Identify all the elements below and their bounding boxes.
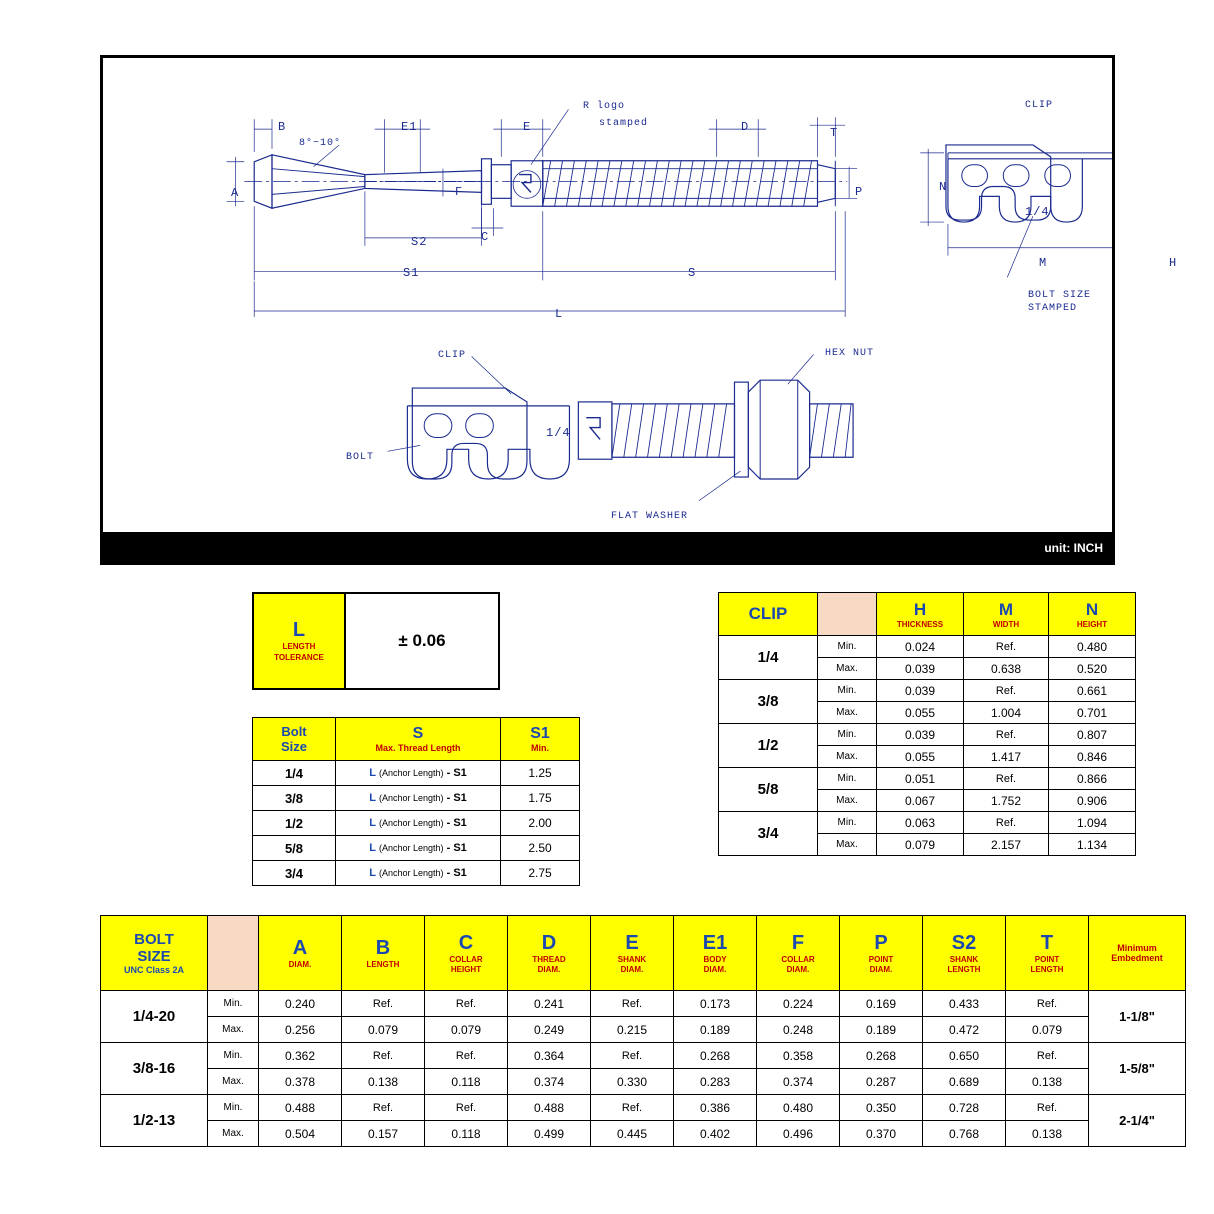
table-row <box>253 836 580 861</box>
f-max-cell: 0.374 <box>757 1069 840 1095</box>
minmax-min-label: Min. <box>818 680 877 702</box>
a-min-cell: 0.240 <box>259 991 342 1017</box>
e1-min-cell: 0.386 <box>674 1095 757 1121</box>
bolt-col-d: D THREAD DIAM. <box>508 916 591 991</box>
clip-size-cell: 1/2 <box>719 724 818 768</box>
minmax-max-label: Max. <box>818 702 877 724</box>
dim-d: D <box>741 120 750 134</box>
c-value-cell: 0.079 <box>425 1017 508 1043</box>
length-symbol: L <box>292 619 306 641</box>
dim-s: S <box>688 266 697 280</box>
f-min-cell: 0.358 <box>757 1043 840 1069</box>
table-row <box>719 812 1136 834</box>
bolt-table-rows <box>101 991 1186 1147</box>
clip-col-h: H THICKNESS <box>877 593 964 636</box>
table-row <box>719 768 1136 790</box>
dim-s2: S2 <box>411 235 428 249</box>
anchor-bolt-drawing <box>103 58 1112 562</box>
minmax-min-label: Min. <box>208 1095 259 1121</box>
e-ref-label: Ref. <box>591 1095 674 1121</box>
bolt-size-cell: 1/4-20 <box>101 991 208 1043</box>
length-tolerance-table <box>252 592 500 690</box>
bolt-col-f: F COLLAR DIAM. <box>757 916 840 991</box>
clip-size-cell: 3/4 <box>719 812 818 856</box>
minmax-max-label: Max. <box>208 1069 259 1095</box>
thread-length-table <box>252 717 580 886</box>
a-max-cell: 0.256 <box>259 1017 342 1043</box>
m-ref-label: Ref. <box>964 724 1049 746</box>
n-min-cell: 0.661 <box>1049 680 1136 702</box>
assembly-size: 1/4 <box>546 426 571 440</box>
label-clip-top: CLIP <box>1025 100 1054 111</box>
m-ref-label: Ref. <box>964 680 1049 702</box>
n-max-cell: 0.520 <box>1049 658 1136 680</box>
clip-table-minmax-header <box>818 593 877 636</box>
c-ref-label: Ref. <box>425 1095 508 1121</box>
h-min-cell: 0.024 <box>877 636 964 658</box>
s2-max-cell: 0.768 <box>923 1121 1006 1147</box>
bolt-col-t: T POINT LENGTH <box>1006 916 1089 991</box>
m-ref-label: Ref. <box>964 636 1049 658</box>
clip-table-title: CLIP <box>719 593 818 636</box>
dim-s1: S1 <box>403 266 420 280</box>
table-row <box>101 1121 1186 1147</box>
bolt-size-cell: 1/2-13 <box>101 1095 208 1147</box>
p-max-cell: 0.370 <box>840 1121 923 1147</box>
t-ref-label: Ref. <box>1006 991 1089 1017</box>
minmax-max-label: Max. <box>818 790 877 812</box>
a-min-cell: 0.362 <box>259 1043 342 1069</box>
b-value-cell: 0.079 <box>342 1017 425 1043</box>
bolt-col-p: P POINT DIAM. <box>840 916 923 991</box>
bolt-col-embedment: Minimum Embedment <box>1089 916 1186 991</box>
f-min-cell: 0.480 <box>757 1095 840 1121</box>
label-clip-bottom: CLIP <box>438 350 467 361</box>
embedment-cell: 2-1/4" <box>1089 1095 1186 1147</box>
minmax-min-label: Min. <box>208 1043 259 1069</box>
bolt-size-cell: 1/4 <box>253 761 336 786</box>
bolt-size-cell: 5/8 <box>253 836 336 861</box>
e1-max-cell: 0.402 <box>674 1121 757 1147</box>
c-value-cell: 0.118 <box>425 1069 508 1095</box>
clip-dimensions-table <box>718 592 1136 856</box>
e-value-cell: 0.445 <box>591 1121 674 1147</box>
clip-size-cell: 5/8 <box>719 768 818 812</box>
d-max-cell: 0.374 <box>508 1069 591 1095</box>
s1-value-cell: 1.25 <box>501 761 580 786</box>
d-max-cell: 0.249 <box>508 1017 591 1043</box>
a-min-cell: 0.488 <box>259 1095 342 1121</box>
b-ref-label: Ref. <box>342 1043 425 1069</box>
table-row <box>101 991 1186 1017</box>
table-row <box>719 636 1136 658</box>
f-max-cell: 0.248 <box>757 1017 840 1043</box>
s-formula-cell: L (Anchor Length) - S1 <box>336 761 501 786</box>
dim-a: A <box>231 186 240 200</box>
m-ref-label: Ref. <box>964 812 1049 834</box>
dim-h: H <box>1169 256 1178 270</box>
clip-table-rows <box>719 636 1136 856</box>
d-min-cell: 0.488 <box>508 1095 591 1121</box>
bolt-col-b: B LENGTH <box>342 916 425 991</box>
s2-min-cell: 0.433 <box>923 991 1006 1017</box>
bolt-table-header-row <box>101 916 1186 991</box>
length-tolerance-value: ± 0.06 <box>345 593 499 689</box>
h-max-cell: 0.055 <box>877 702 964 724</box>
clip-size-1-4: 1/4 <box>1025 205 1050 219</box>
s2-min-cell: 0.728 <box>923 1095 1006 1121</box>
s-table-header-boltsize: Bolt Size <box>253 718 336 761</box>
dim-b: B <box>278 120 287 134</box>
b-value-cell: 0.138 <box>342 1069 425 1095</box>
m-value-cell: 1.752 <box>964 790 1049 812</box>
p-min-cell: 0.350 <box>840 1095 923 1121</box>
bolt-table-minmax-header <box>208 916 259 991</box>
bolt-col-e: E SHANK DIAM. <box>591 916 674 991</box>
n-min-cell: 1.094 <box>1049 812 1136 834</box>
e1-min-cell: 0.268 <box>674 1043 757 1069</box>
c-value-cell: 0.118 <box>425 1121 508 1147</box>
s2-max-cell: 0.472 <box>923 1017 1006 1043</box>
p-max-cell: 0.287 <box>840 1069 923 1095</box>
embedment-cell: 1-5/8" <box>1089 1043 1186 1095</box>
table-row <box>101 1095 1186 1121</box>
m-ref-label: Ref. <box>964 768 1049 790</box>
d-max-cell: 0.499 <box>508 1121 591 1147</box>
minmax-max-label: Max. <box>818 658 877 680</box>
t-value-cell: 0.138 <box>1006 1121 1089 1147</box>
bolt-size-cell: 3/8-16 <box>101 1043 208 1095</box>
clip-size-cell: 1/4 <box>719 636 818 680</box>
minmax-min-label: Min. <box>818 768 877 790</box>
e-ref-label: Ref. <box>591 1043 674 1069</box>
f-max-cell: 0.496 <box>757 1121 840 1147</box>
table-row <box>719 680 1136 702</box>
s-table-header-s: S Max. Thread Length <box>336 718 501 761</box>
s-formula-cell: L (Anchor Length) - S1 <box>336 811 501 836</box>
minmax-max-label: Max. <box>818 834 877 856</box>
m-value-cell: 1.004 <box>964 702 1049 724</box>
dim-n: N <box>939 180 948 194</box>
thread-length-rows <box>253 761 580 886</box>
table-row <box>101 1017 1186 1043</box>
s-table-header-s1: S1 Min. <box>501 718 580 761</box>
f-min-cell: 0.224 <box>757 991 840 1017</box>
bolt-col-c: C COLLAR HEIGHT <box>425 916 508 991</box>
minmax-min-label: Min. <box>208 991 259 1017</box>
s1-value-cell: 1.75 <box>501 786 580 811</box>
table-row <box>253 786 580 811</box>
embedment-cell: 1-1/8" <box>1089 991 1186 1043</box>
bolt-col-a: A DIAM. <box>259 916 342 991</box>
dim-e: E <box>523 120 532 134</box>
table-row <box>253 861 580 886</box>
c-ref-label: Ref. <box>425 991 508 1017</box>
minmax-max-label: Max. <box>208 1121 259 1147</box>
s-formula-cell: L (Anchor Length) - S1 <box>336 861 501 886</box>
s1-value-cell: 2.75 <box>501 861 580 886</box>
bolt-size-cell: 3/8 <box>253 786 336 811</box>
d-min-cell: 0.241 <box>508 991 591 1017</box>
unit-label: unit: INCH <box>100 532 1115 565</box>
e1-min-cell: 0.173 <box>674 991 757 1017</box>
t-ref-label: Ref. <box>1006 1043 1089 1069</box>
length-sub-1: LENGTH <box>282 642 316 651</box>
b-ref-label: Ref. <box>342 1095 425 1121</box>
a-max-cell: 0.504 <box>259 1121 342 1147</box>
s1-value-cell: 2.50 <box>501 836 580 861</box>
minmax-min-label: Min. <box>818 724 877 746</box>
dim-t: T <box>830 126 839 140</box>
clip-col-n: N HEIGHT <box>1049 593 1136 636</box>
note-bolt-size-stamped-1: BOLT SIZE <box>1028 290 1092 301</box>
clip-size-cell: 3/8 <box>719 680 818 724</box>
h-min-cell: 0.051 <box>877 768 964 790</box>
d-min-cell: 0.364 <box>508 1043 591 1069</box>
table-row <box>101 1069 1186 1095</box>
n-min-cell: 0.807 <box>1049 724 1136 746</box>
label-flat-washer: FLAT WASHER <box>611 511 689 522</box>
bolt-col-s2: S2 SHANK LENGTH <box>923 916 1006 991</box>
h-min-cell: 0.039 <box>877 680 964 702</box>
n-max-cell: 1.134 <box>1049 834 1136 856</box>
s-formula-cell: L (Anchor Length) - S1 <box>336 786 501 811</box>
dim-e1: E1 <box>401 120 418 134</box>
t-ref-label: Ref. <box>1006 1095 1089 1121</box>
length-sub-2: TOLERANCE <box>274 653 324 662</box>
table-row <box>719 724 1136 746</box>
s1-value-cell: 2.00 <box>501 811 580 836</box>
technical-drawing-panel <box>100 55 1178 565</box>
dim-p: P <box>855 185 864 199</box>
clip-col-m: M WIDTH <box>964 593 1049 636</box>
e1-max-cell: 0.189 <box>674 1017 757 1043</box>
h-max-cell: 0.067 <box>877 790 964 812</box>
n-min-cell: 0.866 <box>1049 768 1136 790</box>
m-value-cell: 0.638 <box>964 658 1049 680</box>
dim-m: M <box>1039 256 1048 270</box>
n-min-cell: 0.480 <box>1049 636 1136 658</box>
n-max-cell: 0.701 <box>1049 702 1136 724</box>
p-min-cell: 0.169 <box>840 991 923 1017</box>
s2-max-cell: 0.689 <box>923 1069 1006 1095</box>
dim-f: F <box>455 185 464 199</box>
p-min-cell: 0.268 <box>840 1043 923 1069</box>
note-r-logo: R logo <box>583 101 626 112</box>
e-ref-label: Ref. <box>591 991 674 1017</box>
bolt-col-e1: E1 BODY DIAM. <box>674 916 757 991</box>
dim-l: L <box>555 307 564 321</box>
t-value-cell: 0.079 <box>1006 1017 1089 1043</box>
note-stamped: stamped <box>599 118 649 129</box>
a-max-cell: 0.378 <box>259 1069 342 1095</box>
bolt-dimensions-table <box>100 915 1186 1147</box>
dim-c: C <box>481 230 490 244</box>
t-value-cell: 0.138 <box>1006 1069 1089 1095</box>
length-tolerance-header <box>253 593 345 689</box>
e-value-cell: 0.215 <box>591 1017 674 1043</box>
c-ref-label: Ref. <box>425 1043 508 1069</box>
label-hex-nut: HEX NUT <box>825 348 875 359</box>
h-max-cell: 0.039 <box>877 658 964 680</box>
h-max-cell: 0.079 <box>877 834 964 856</box>
dim-angle: 8°~10° <box>299 138 342 149</box>
e1-max-cell: 0.283 <box>674 1069 757 1095</box>
minmax-min-label: Min. <box>818 636 877 658</box>
minmax-max-label: Max. <box>818 746 877 768</box>
b-value-cell: 0.157 <box>342 1121 425 1147</box>
table-row <box>253 761 580 786</box>
n-max-cell: 0.906 <box>1049 790 1136 812</box>
bolt-size-cell: 1/2 <box>253 811 336 836</box>
s-formula-cell: L (Anchor Length) - S1 <box>336 836 501 861</box>
s2-min-cell: 0.650 <box>923 1043 1006 1069</box>
label-bolt: BOLT <box>346 452 375 463</box>
bolt-size-cell: 3/4 <box>253 861 336 886</box>
table-row <box>253 811 580 836</box>
minmax-max-label: Max. <box>208 1017 259 1043</box>
table-row <box>101 1043 1186 1069</box>
bolt-table-title: BOLT SIZE UNC Class 2A <box>101 916 208 991</box>
p-max-cell: 0.189 <box>840 1017 923 1043</box>
note-bolt-size-stamped-2: STAMPED <box>1028 303 1078 314</box>
h-min-cell: 0.039 <box>877 724 964 746</box>
m-value-cell: 1.417 <box>964 746 1049 768</box>
e-value-cell: 0.330 <box>591 1069 674 1095</box>
h-max-cell: 0.055 <box>877 746 964 768</box>
m-value-cell: 2.157 <box>964 834 1049 856</box>
minmax-min-label: Min. <box>818 812 877 834</box>
n-max-cell: 0.846 <box>1049 746 1136 768</box>
b-ref-label: Ref. <box>342 991 425 1017</box>
h-min-cell: 0.063 <box>877 812 964 834</box>
